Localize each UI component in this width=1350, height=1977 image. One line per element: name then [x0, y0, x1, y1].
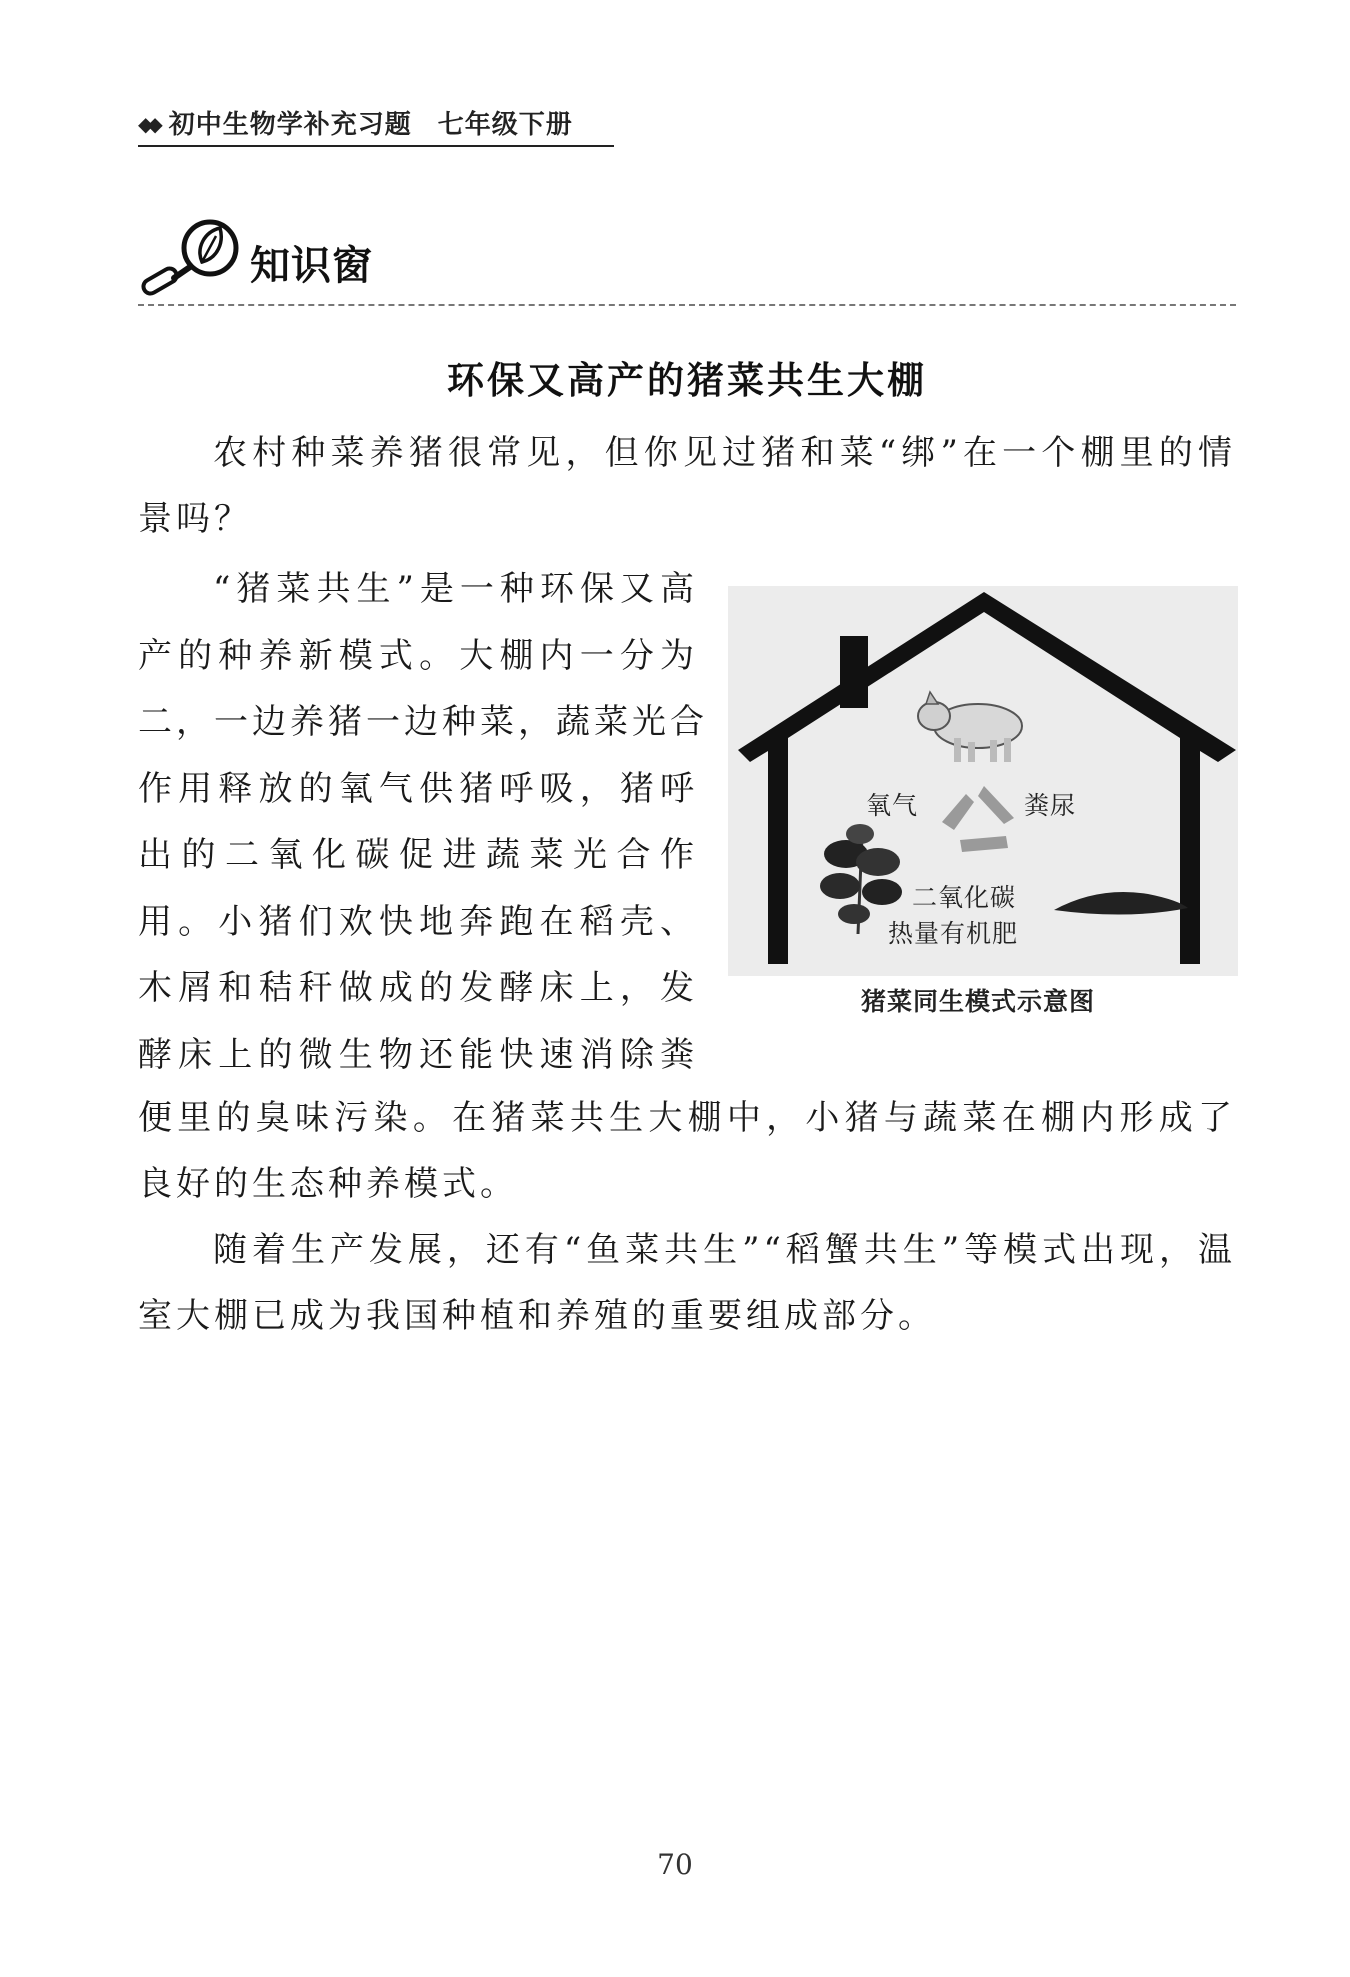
paragraph-line: 作用释放的氧气供猪呼吸，猪呼 — [138, 768, 698, 809]
paragraph-line: 木屑和秸秆做成的发酵床上，发 — [138, 968, 698, 1008]
page-number: 70 — [657, 1848, 693, 1881]
grade-label: 七年级下册 — [437, 110, 573, 140]
knowledge-window-heading — [138, 212, 458, 296]
paragraph-line: 良好的生态种养模式。 — [138, 1164, 518, 1204]
section-label: 知识窗 — [250, 243, 373, 289]
feces-label: 粪尿 — [1024, 791, 1077, 820]
paragraph-line: 酵床上的微生物还能快速消除粪 — [138, 1034, 698, 1075]
diamond-marker-icon: ◆◆ — [138, 112, 157, 136]
paragraph-line: 室大棚已成为我国种植和养殖的重要组成部分。 — [138, 1296, 936, 1336]
pig-vegetable-diagram — [728, 586, 1238, 1016]
paragraph-line: 随着生产发展，还有“鱼菜共生”“稻蟹共生”等模式出现，温 — [213, 1230, 1236, 1270]
figure-caption: 猪菜同生模式示意图 — [860, 987, 1095, 1016]
paragraph-line: 出的二氧化碳促进蔬菜光合作 — [138, 835, 698, 875]
article-title: 环保又高产的猪菜共生大棚 — [447, 359, 927, 402]
paragraph-line: 二，一边养猪一边种菜，蔬菜光合 — [138, 702, 708, 742]
heat-fertilizer-label: 热量有机肥 — [888, 919, 1019, 948]
paragraph-line: 用。小猪们欢快地奔跑在稻壳、 — [138, 901, 698, 942]
paragraph-line: 产的种养新模式。大棚内一分为 — [138, 635, 698, 676]
paragraph-1 — [138, 420, 1236, 552]
paragraph-3 — [138, 1217, 1236, 1349]
dashed-divider — [138, 304, 1236, 306]
magnifier-leaf-icon — [138, 212, 250, 296]
book-title: 初中生物学补充习题 — [168, 110, 412, 140]
paragraph-line: “猪菜共生”是一种环保又高 — [213, 569, 698, 609]
paragraph-line: 景吗？ — [138, 499, 252, 539]
paragraph-2 — [138, 556, 708, 1088]
chimney-icon — [840, 636, 868, 708]
paragraph-2-continued — [138, 1085, 1236, 1217]
oxygen-label: 氧气 — [866, 791, 919, 820]
paragraph-line: 农村种菜养猪很常见，但你见过猪和菜“绑”在一个棚里的情 — [213, 433, 1236, 473]
paragraph-line: 便里的臭味污染。在猪菜共生大棚中，小猪与蔬菜在棚内形成了 — [138, 1098, 1236, 1138]
co2-label: 二氧化碳 — [912, 883, 1017, 912]
running-header — [138, 104, 614, 147]
